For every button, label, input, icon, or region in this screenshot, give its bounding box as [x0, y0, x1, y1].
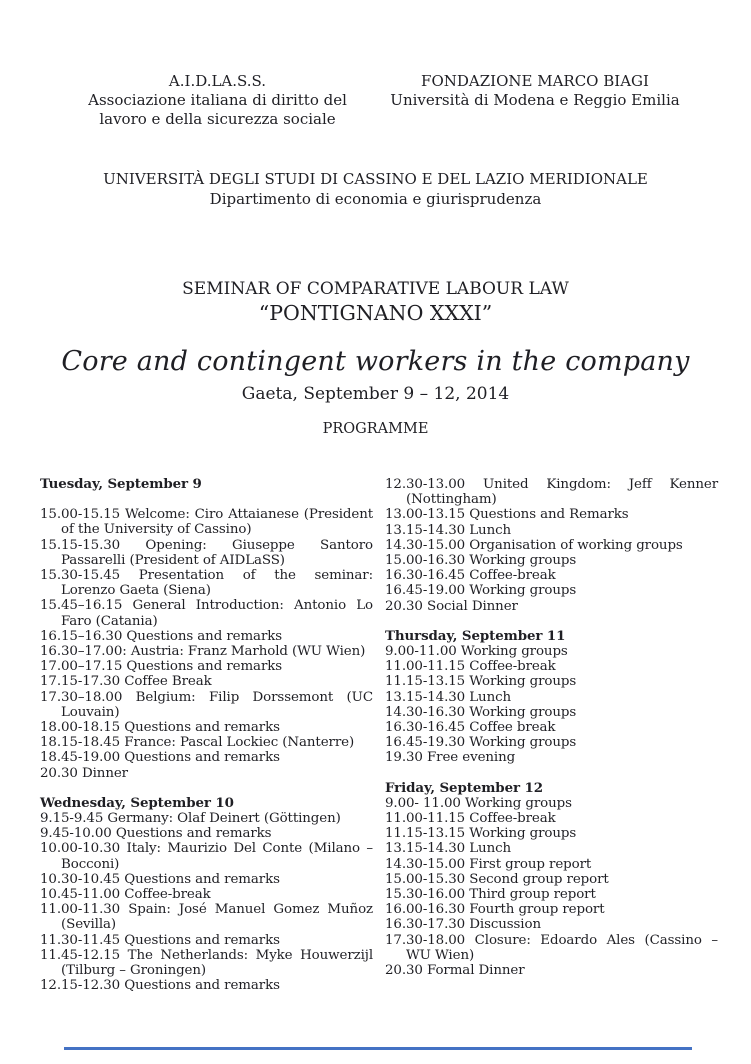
schedule-section — [385, 477, 718, 614]
schedule-item: 11.45-12.15 The Netherlands: Myke Houwerzijl (Tilburg – Groningen) — [40, 947, 373, 979]
schedule-item: 16.30-17.30 Discussion — [385, 917, 541, 933]
day-heading: Wednesday, September 10 — [40, 794, 234, 811]
org-left-name: A.I.D.LA.S.S. — [168, 72, 267, 90]
schedule — [40, 477, 718, 994]
schedule-item: 18.15-18.45 France: Pascal Lockiec (Nanterre) — [40, 735, 355, 751]
schedule-item: 11.30-11.45 Questions and remarks — [40, 932, 280, 948]
university-name: UNIVERSITÀ DEGLI STUDI DI CASSINO E DEL LAZIO MERIDIONALE — [103, 170, 648, 188]
schedule-item: 13.15-14.30 Lunch — [385, 689, 512, 705]
schedule-item: 16.30-16.45 Coffee break — [385, 720, 556, 736]
org-left-desc-line1: Associazione italiana di diritto del — [88, 91, 347, 109]
schedule-item: 13.00-13.15 Questions and Remarks — [385, 507, 629, 523]
schedule-item: 11.15-13.15 Working groups — [385, 674, 577, 690]
edition-title: “PONTIGNANO XXXI” — [258, 301, 493, 325]
schedule-item: 19.30 Free evening — [385, 750, 516, 766]
schedule-item: 18.00-18.15 Questions and remarks — [40, 720, 280, 736]
schedule-item: 20.30 Dinner — [40, 765, 128, 781]
schedule-column-left — [40, 477, 373, 994]
programme-label: PROGRAMME — [322, 421, 429, 437]
day-heading: Tuesday, September 9 — [40, 476, 202, 492]
schedule-item: 12.30-13.00 United Kingdom: Jeff Kenner (Nottingham) — [385, 477, 718, 508]
schedule-section — [385, 781, 718, 979]
schedule-item: 17.15-17.30 Coffee Break — [40, 674, 212, 690]
footer-rule — [64, 1047, 692, 1050]
schedule-item: 10.30-10.45 Questions and remarks — [40, 871, 280, 887]
schedule-item: 13.15-14.30 Lunch — [385, 522, 512, 538]
schedule-item: 14.30-15.00 Organisation of working groups — [385, 537, 683, 553]
schedule-item: 15.30-16.00 Third group report — [385, 887, 596, 903]
day-heading: Friday, September 12 — [385, 779, 543, 796]
schedule-item: 16.15–16.30 Questions and remarks — [40, 628, 283, 644]
schedule-item: 11.15-13.15 Working groups — [385, 826, 577, 842]
schedule-item: 20.30 Social Dinner — [385, 598, 518, 614]
schedule-item: 16.00-16.30 Fourth group report — [385, 902, 605, 918]
location-date: Gaeta, September 9 – 12, 2014 — [241, 384, 510, 404]
schedule-item: 10.45-11.00 Coffee-break — [40, 887, 211, 903]
org-left-block — [70, 72, 365, 129]
day-heading: Thursday, September 11 — [385, 627, 566, 644]
schedule-item: 16.30–17.00: Austria: Franz Marhold (WU Wien) — [40, 644, 366, 660]
schedule-item: 11.00-11.30 Spain: José Manuel Gomez Muñoz (Sevilla) — [40, 902, 373, 933]
schedule-item: 12.15-12.30 Questions and remarks — [40, 978, 280, 994]
schedule-section — [40, 477, 373, 781]
schedule-item: 17.30–18.00 Belgium: Filip Dorssemont (UC Louvain) — [40, 689, 373, 720]
schedule-item: 17.30-18.00 Closure: Edoardo Ales (Cassino – WU Wien) — [385, 932, 718, 963]
schedule-item: 18.45-19.00 Questions and remarks — [40, 750, 280, 766]
schedule-item: 15.00-16.30 Working groups — [385, 553, 577, 569]
schedule-item: 13.15-14.30 Lunch — [385, 841, 512, 857]
org-right-name: FONDAZIONE MARCO BIAGI — [421, 72, 649, 90]
schedule-item: 17.00–17.15 Questions and remarks — [40, 659, 283, 675]
schedule-item: 9.00- 11.00 Working groups — [385, 795, 572, 811]
seminar-title: SEMINAR OF COMPARATIVE LABOUR LAW — [182, 279, 569, 299]
schedule-item: 10.00-10.30 Italy: Maurizio Del Conte (Milano – Bocconi) — [40, 841, 373, 872]
schedule-section — [40, 796, 373, 994]
schedule-item: 14.30-16.30 Working groups — [385, 704, 577, 720]
org-left-desc-line2: lavoro e della sicurezza sociale — [99, 110, 336, 128]
department-name: Dipartimento di economia e giurisprudenza — [209, 190, 542, 208]
schedule-item: 15.00-15.15 Welcome: Ciro Attaianese (President of the University of Cassino) — [40, 507, 373, 538]
schedule-item: 15.00-15.30 Second group report — [385, 871, 609, 887]
schedule-item: 20.30 Formal Dinner — [385, 963, 525, 979]
schedule-item: 15.30-15.45 Presentation of the seminar: Lorenzo Gaeta (Siena) — [40, 568, 373, 599]
university-block — [0, 169, 751, 209]
schedule-item: 9.00-11.00 Working groups — [385, 644, 568, 660]
schedule-item: 9.45-10.00 Questions and remarks — [40, 826, 272, 842]
schedule-column-right — [385, 477, 718, 994]
schedule-item: 16.30-16.45 Coffee-break — [385, 568, 556, 584]
org-right-block — [375, 72, 695, 110]
schedule-item: 11.00-11.15 Coffee-break — [385, 811, 556, 827]
schedule-section — [385, 629, 718, 766]
schedule-item: 16.45-19.30 Working groups — [385, 735, 577, 751]
main-title: Core and contingent workers in the company — [61, 346, 690, 377]
schedule-item: 15.45–16.15 General Introduction: Antonio Lo Faro (Catania) — [40, 598, 373, 629]
org-right-desc: Università di Modena e Reggio Emilia — [390, 91, 680, 109]
schedule-item: 9.15-9.45 Germany: Olaf Deinert (Göttingen) — [40, 811, 341, 827]
schedule-item: 11.00-11.15 Coffee-break — [385, 659, 556, 675]
schedule-item: 15.15-15.30 Opening: Giuseppe Santoro Passarelli (President of AIDLaSS) — [40, 537, 373, 568]
schedule-item: 16.45-19.00 Working groups — [385, 583, 577, 599]
schedule-item: 14.30-15.00 First group report — [385, 856, 592, 872]
